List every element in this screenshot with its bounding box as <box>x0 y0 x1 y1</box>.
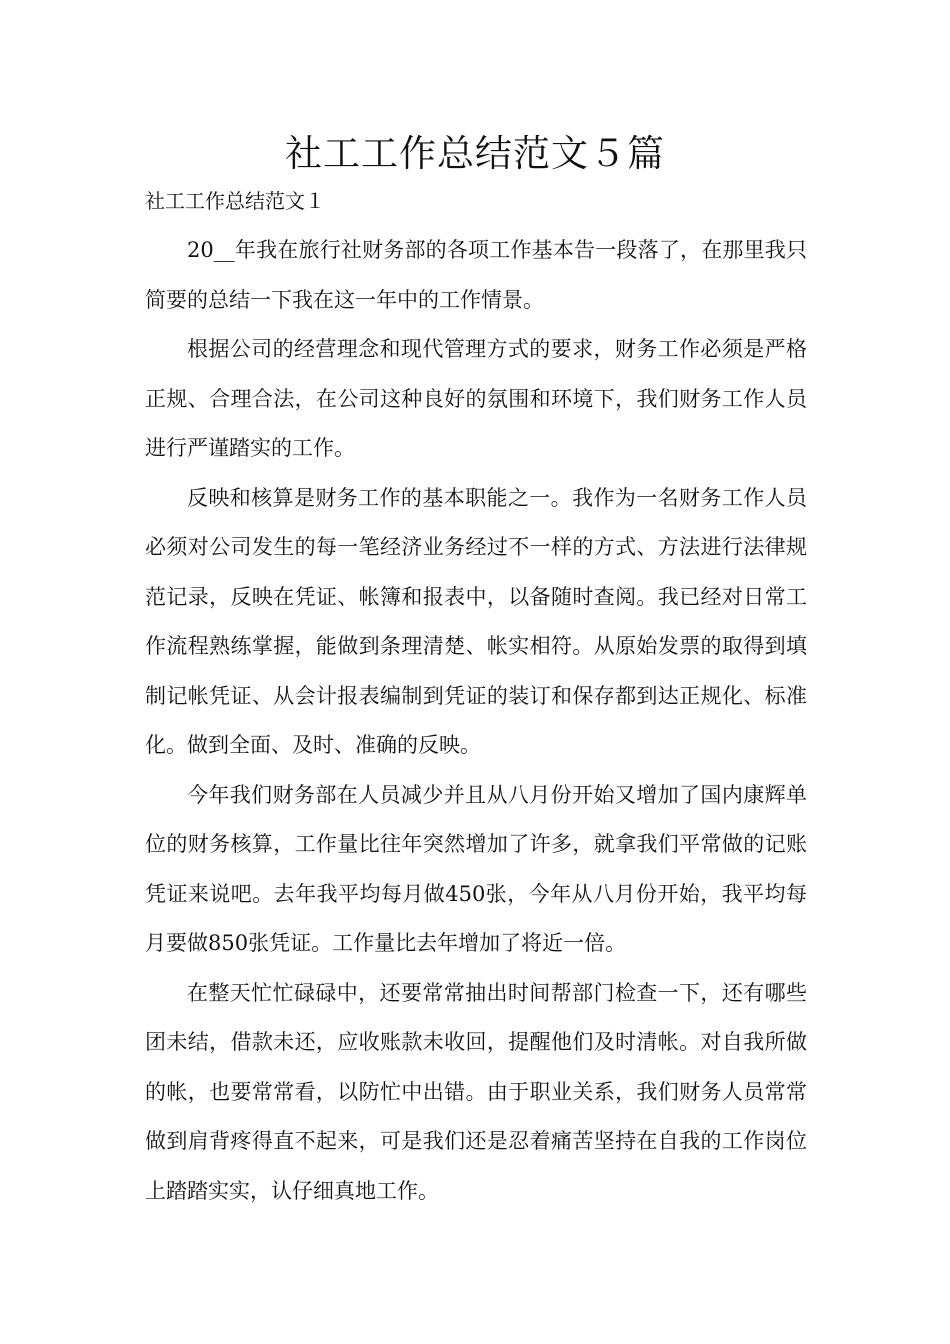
paragraph: 今年我们财务部在人员减少并且从八月份开始又增加了国内康辉单位的财务核算，工作量比往年突然增加了许多，就拿我们平常做的记账凭证来说吧。去年我平均每月做450张，今年从八月份开始，我平均每月要做850张凭证。工作量比去年增加了将近一倍。 <box>145 782 807 955</box>
section-heading: 社工工作总结范文１ <box>145 189 325 213</box>
document-title: 社工工作总结范文５篇 <box>285 132 665 175</box>
paragraph: 20__年我在旅行社财务部的各项工作基本告一段落了，在那里我只简要的总结一下我在这一年中的工作情景。 <box>145 238 807 312</box>
document-body <box>145 226 807 1216</box>
paragraph: 反映和核算是财务工作的基本职能之一。我作为一名财务工作人员必须对公司发生的每一笔经济业务经过不一样的方式、方法进行法律规范记录，反映在凭证、帐簿和报表中，以备随时查阅。我已经对日常工作流程熟练掌握，能做到条理清楚、帐实相符。从原始发票的取得到填制记帐凭证、从会计报表编制到凭证的装订和保存都到达正规化、标准化。做到全面、及时、准确的反映。 <box>145 485 807 757</box>
paragraph: 根据公司的经营理念和现代管理方式的要求，财务工作必须是严格正规、合理合法，在公司这种良好的氛围和环境下，我们财务工作人员进行严谨踏实的工作。 <box>145 337 807 460</box>
paragraph: 在整天忙忙碌碌中，还要常常抽出时间帮部门检查一下，还有哪些团未结，借款未还，应收账款未收回，提醒他们及时清帐。对自我所做的帐，也要常常看，以防忙中出错。由于职业关系，我们财务人员常常做到肩背疼得直不起来，可是我们还是忍着痛苦坚持在自我的工作岗位上踏踏实实，认仔细真地工作。 <box>145 980 807 1203</box>
